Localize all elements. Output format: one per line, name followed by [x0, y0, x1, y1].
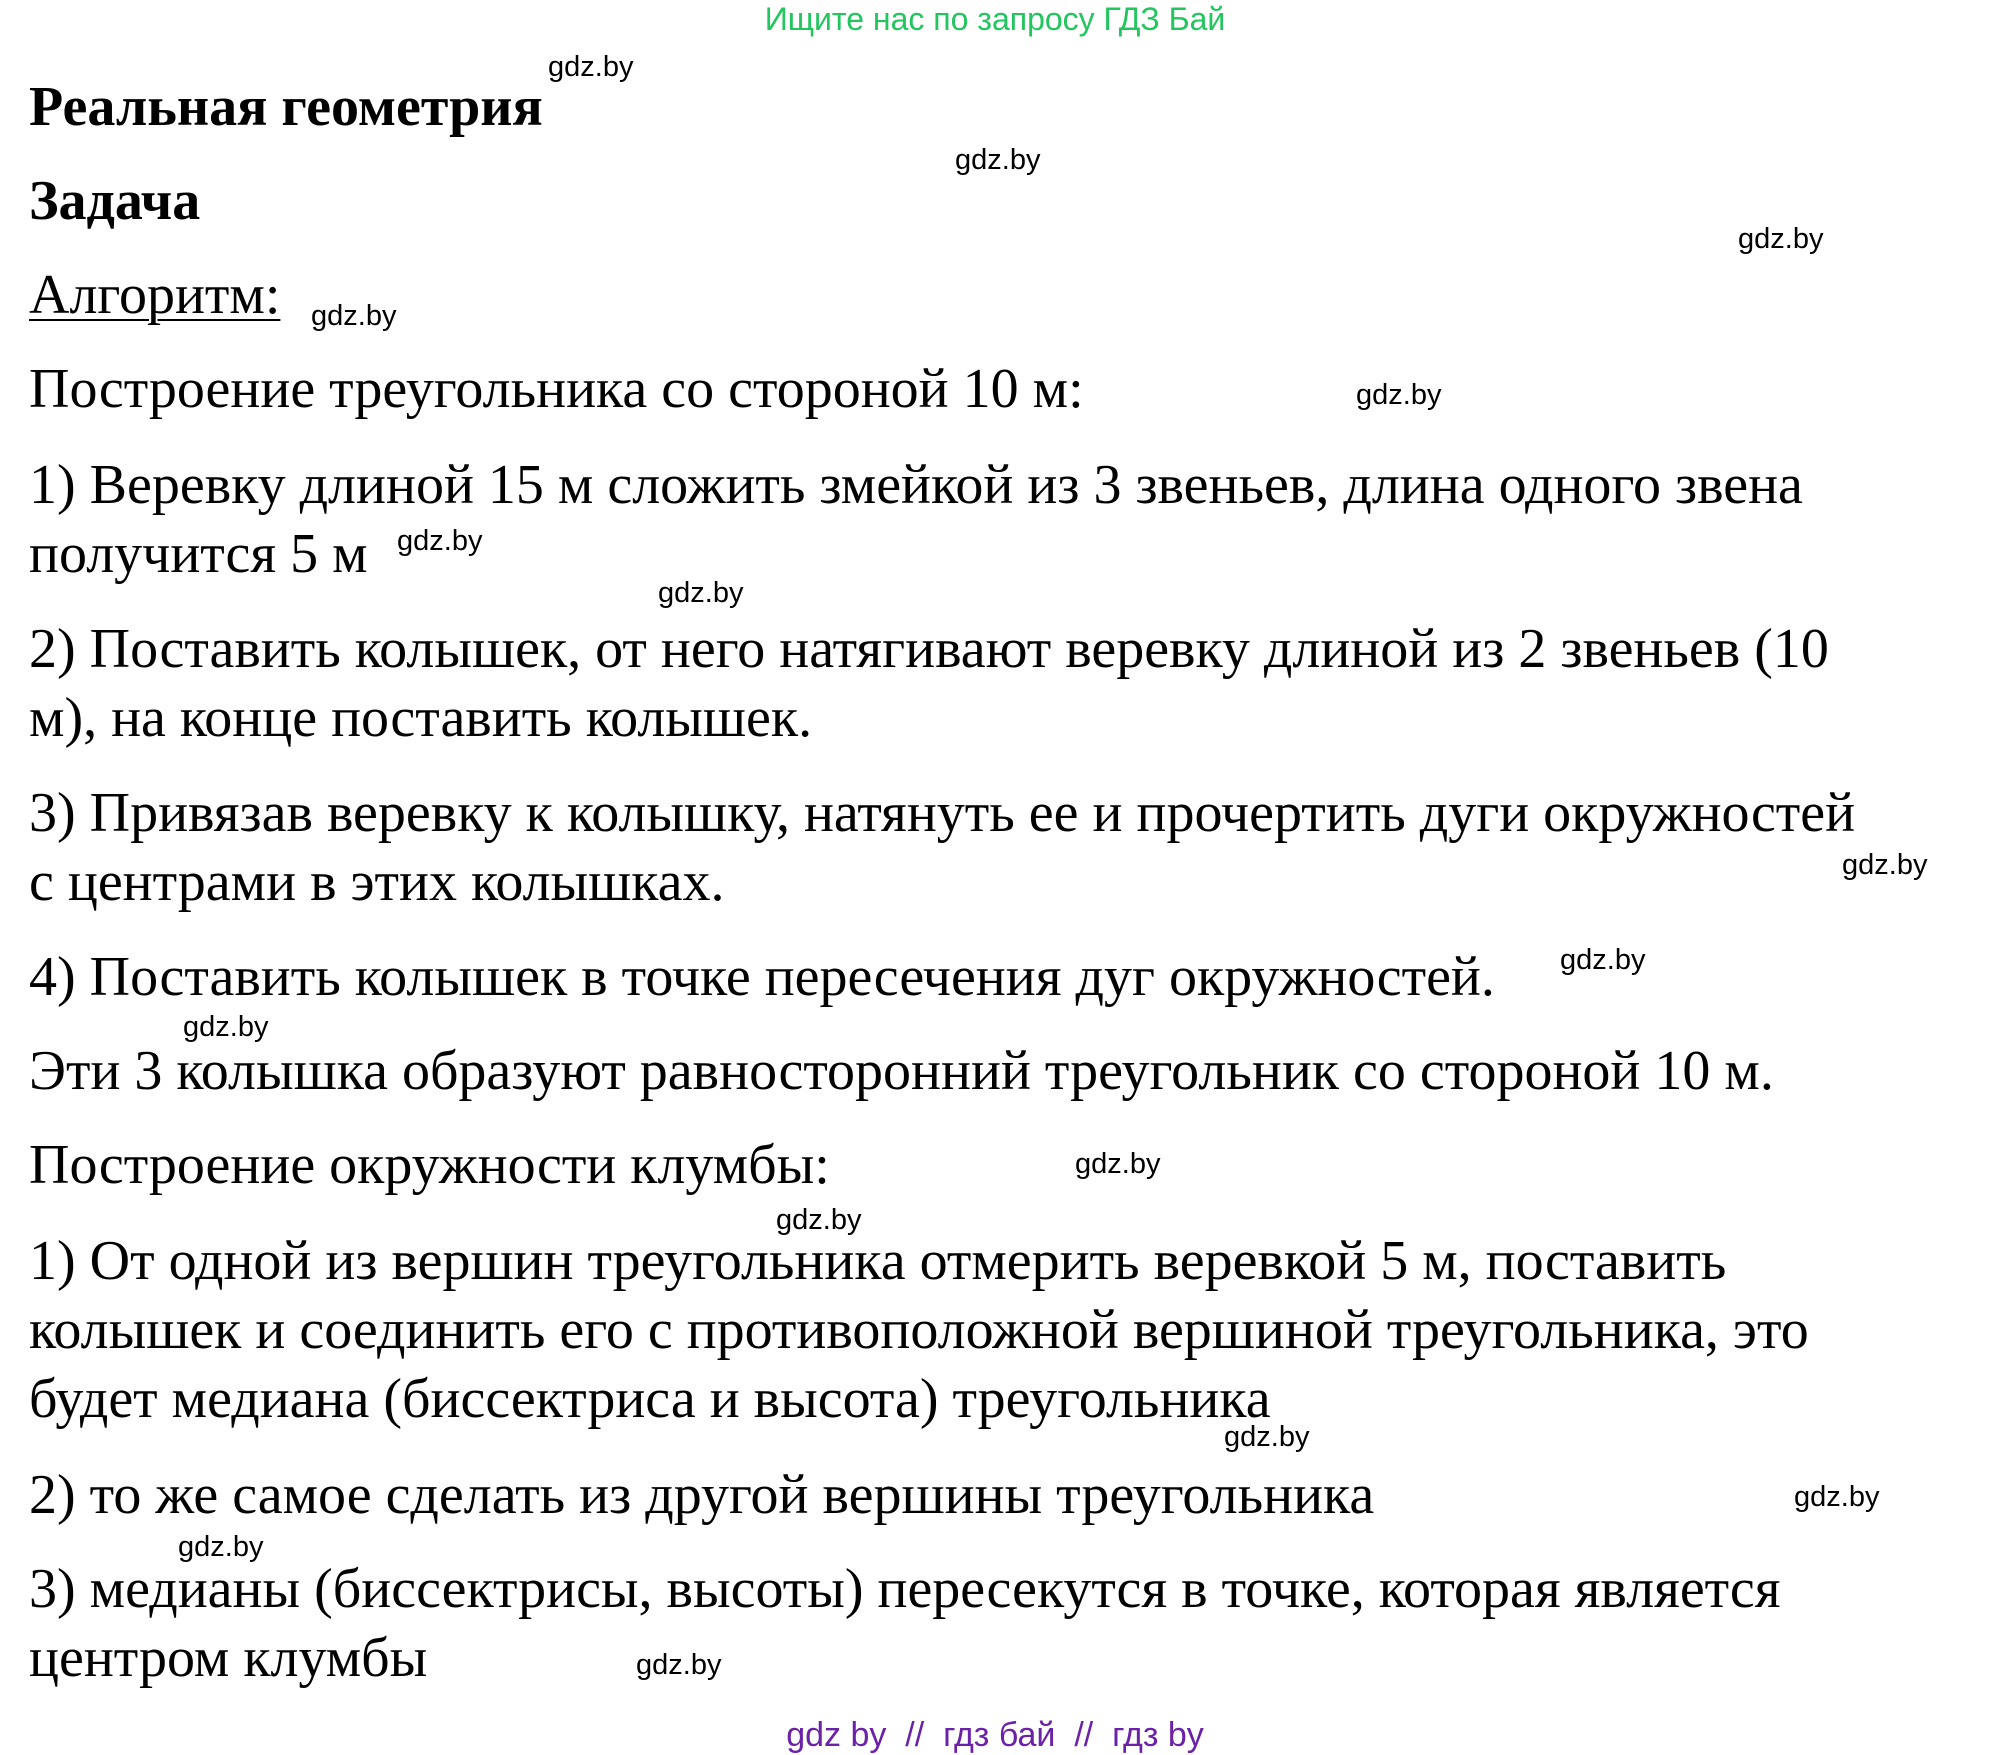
algorithm-label-text: Алгоритм: [29, 264, 281, 326]
watermark: gdz.by [955, 144, 1041, 176]
s1-step1-line2: получится 5 м [29, 523, 368, 585]
s1-conclusion: Эти 3 колышка образуют равносторонний треугольник со стороной 10 м. [29, 1040, 1774, 1102]
s2-step1-line1: 1) От одной из вершин треугольника отмерить веревкой 5 м, поставить [29, 1230, 1727, 1292]
watermark: gdz.by [178, 1531, 264, 1563]
watermark: gdz.by [183, 1011, 269, 1043]
s2-step3-line2: центром клумбы [29, 1627, 428, 1689]
s1-step4: 4) Поставить колышек в точке пересечения дуг окружностей. [29, 946, 1495, 1008]
watermark: gdz.by [1075, 1148, 1161, 1180]
s2-step1-line2: колышек и соединить его с противоположной вершиной треугольника, это [29, 1299, 1809, 1361]
s2-step1-line3: будет медиана (биссектриса и высота) треугольника [29, 1368, 1271, 1430]
watermark: gdz.by [397, 525, 483, 557]
s2-step2: 2) то же самое сделать из другой вершины треугольника [29, 1464, 1375, 1526]
footer-links[interactable]: gdz by // гдз бай // гдз by [786, 1716, 1204, 1754]
watermark: gdz.by [1356, 379, 1442, 411]
s1-step3-line1: 3) Привязав веревку к колышку, натянуть ее и прочертить дуги окружностей [29, 782, 1856, 844]
s1-step1-line1: 1) Веревку длиной 15 м сложить змейкой из 3 звеньев, длина одного звена [29, 454, 1803, 516]
s1-step2-line2: м), на конце поставить колышек. [29, 687, 813, 749]
promo-banner[interactable]: Ищите нас по запросу ГДЗ Бай [764, 1, 1226, 37]
s1-step2-line1: 2) Поставить колышек, от него натягивают веревку длиной из 2 звеньев (10 [29, 618, 1829, 680]
watermark: gdz.by [776, 1204, 862, 1236]
watermark: gdz.by [311, 300, 397, 332]
watermark: gdz.by [658, 577, 744, 609]
watermark: gdz.by [1560, 944, 1646, 976]
watermark: gdz.by [548, 51, 634, 83]
algorithm-label [29, 260, 280, 330]
section1-heading: Построение треугольника со стороной 10 м: [29, 358, 1084, 420]
watermark: gdz.by [1794, 1481, 1880, 1513]
s1-step3-line2: с центрами в этих колышках. [29, 851, 725, 913]
watermark: gdz.by [636, 1649, 722, 1681]
page-title: Реальная геометрия [29, 76, 543, 138]
task-heading: Задача [29, 170, 201, 232]
watermark: gdz.by [1224, 1421, 1310, 1453]
watermark: gdz.by [1842, 849, 1928, 881]
s2-step3-line1: 3) медианы (биссектрисы, высоты) пересекутся в точке, которая является [29, 1558, 1781, 1620]
section2-heading: Построение окружности клумбы: [29, 1134, 830, 1196]
watermark: gdz.by [1738, 223, 1824, 255]
